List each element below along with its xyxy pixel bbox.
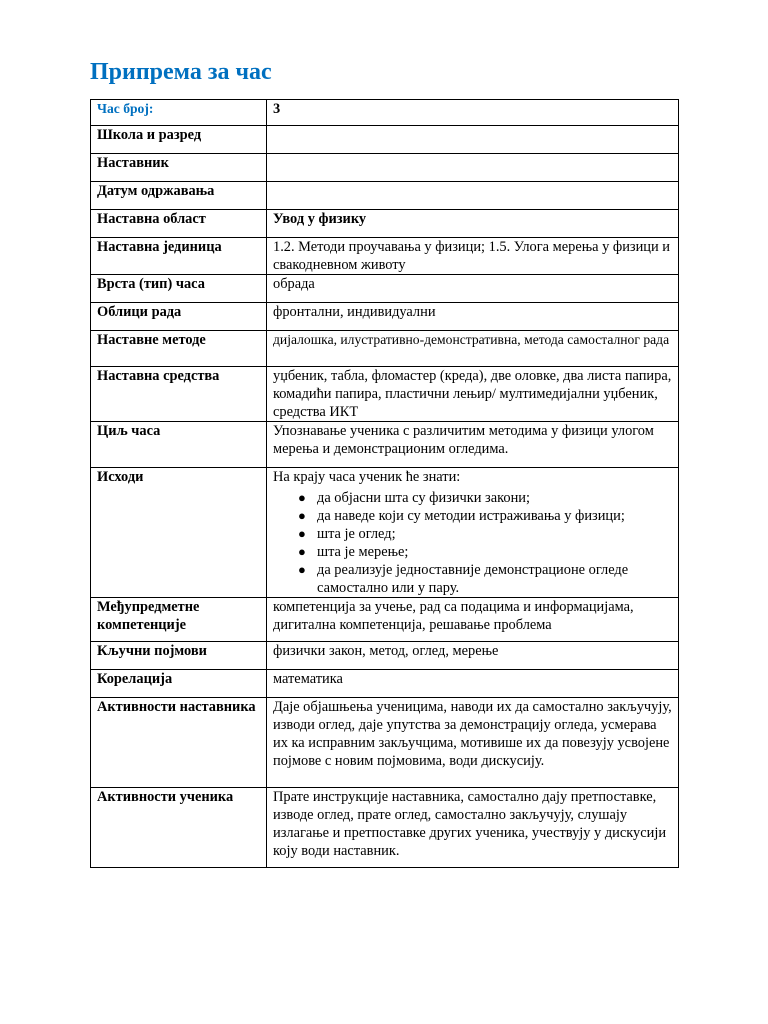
table-row-key-terms	[91, 642, 679, 670]
row-value: Увод у физику	[267, 210, 679, 238]
outcomes-list	[273, 489, 672, 597]
row-value	[267, 182, 679, 210]
bullet-icon: ●	[298, 544, 306, 559]
table-row-teacher	[91, 154, 679, 182]
list-item	[298, 543, 672, 561]
list-item	[298, 507, 672, 525]
list-item-text: да објасни шта су физички закони;	[317, 490, 530, 506]
bullet-icon: ●	[298, 490, 306, 505]
row-value: дијалошка, илустративно-демонстративна, метода самосталног рада	[267, 331, 679, 367]
row-label: Школа и разред	[91, 126, 267, 154]
table-row-teaching-aids	[91, 367, 679, 422]
table-row-work-forms	[91, 303, 679, 331]
table-row-teaching-unit	[91, 238, 679, 275]
table-row-student-activities	[91, 788, 679, 868]
table-row-date	[91, 182, 679, 210]
row-value: физички закон, метод, оглед, мерење	[267, 642, 679, 670]
row-label: Наставна јединица	[91, 238, 267, 275]
list-item-text: шта је оглед;	[317, 526, 396, 542]
row-label: Наставне методе	[91, 331, 267, 367]
list-item-text: шта је мерење;	[317, 544, 409, 560]
row-label: Наставна средства	[91, 367, 267, 422]
page-title: Припрема за час	[90, 59, 272, 85]
row-value: Упознавање ученика с различитим методима у физици улогом мерења и демонстрационим огледима.	[267, 422, 679, 468]
list-item-text: да наведе који су методии истраживања у физици;	[317, 508, 625, 524]
table-row-lesson-goal	[91, 422, 679, 468]
list-item-text: да реализује једноставније демонстрационе огледе самостално или у пару.	[317, 562, 629, 596]
outcomes-intro: На крају часа ученик ће знати:	[273, 469, 461, 485]
row-label: Наставна област	[91, 210, 267, 238]
row-value: компетенција за учење, рад са подацима и информацијама, дигитална компетенција, решавање проблема	[267, 598, 679, 642]
table-row-teacher-activities	[91, 698, 679, 788]
table-row-lesson-type	[91, 275, 679, 303]
row-value	[267, 154, 679, 182]
lesson-plan-table	[90, 99, 679, 868]
row-label: Активности ученика	[91, 788, 267, 868]
row-value: Прате инструкције наставника, самостално дају претпоставке, изводе оглед, прате оглед, самостално закључују, слушају излагање и претпоставке других ученика, учествују у дискусији коју води наставник.	[267, 788, 679, 868]
table-row-school-grade	[91, 126, 679, 154]
row-label: Час број:	[91, 100, 267, 126]
bullet-icon: ●	[298, 508, 306, 523]
bullet-icon: ●	[298, 562, 306, 577]
row-value: 3	[267, 100, 679, 126]
row-value: фронтални, индивидуални	[267, 303, 679, 331]
row-label: Облици рада	[91, 303, 267, 331]
list-item	[298, 561, 672, 597]
row-value: Даје објашњења ученицима, наводи их да самостално закључују, изводи оглед, даје упутства за демонстрацију огледа, усмерава их ка исправним закључцима, мотивише их да повезују усвојене појмове с новим појмовима, води дискусију.	[267, 698, 679, 788]
list-item	[298, 525, 672, 543]
row-label: Врста (тип) часа	[91, 275, 267, 303]
row-label: Датум одржавања	[91, 182, 267, 210]
row-value: обрада	[267, 275, 679, 303]
table-row-lesson-number	[91, 100, 679, 126]
bullet-icon: ●	[298, 526, 306, 541]
row-label: Наставник	[91, 154, 267, 182]
row-label: Корелација	[91, 670, 267, 698]
row-value: математика	[267, 670, 679, 698]
table-row-correlation	[91, 670, 679, 698]
list-item	[298, 489, 672, 507]
table-row-outcomes	[91, 468, 679, 598]
table-row-teaching-methods	[91, 331, 679, 367]
row-value: 1.2. Методи проучавања у физици; 1.5. Улога мерења у физици и свакодневном животу	[267, 238, 679, 275]
row-label: Исходи	[91, 468, 267, 598]
row-label: Кључни појмови	[91, 642, 267, 670]
row-value: уџбеник, табла, фломастер (креда), две оловке, два листа папира, комадићи папира, пластични лењир/ мултимедијални уџбеник, средства ИКТ	[267, 367, 679, 422]
outcomes-cell	[267, 468, 679, 598]
row-label: Активности наставника	[91, 698, 267, 788]
row-label: Међупредметне компетенције	[91, 598, 267, 642]
table-row-subject-area	[91, 210, 679, 238]
row-label: Циљ часа	[91, 422, 267, 468]
table-row-competences	[91, 598, 679, 642]
row-value	[267, 126, 679, 154]
